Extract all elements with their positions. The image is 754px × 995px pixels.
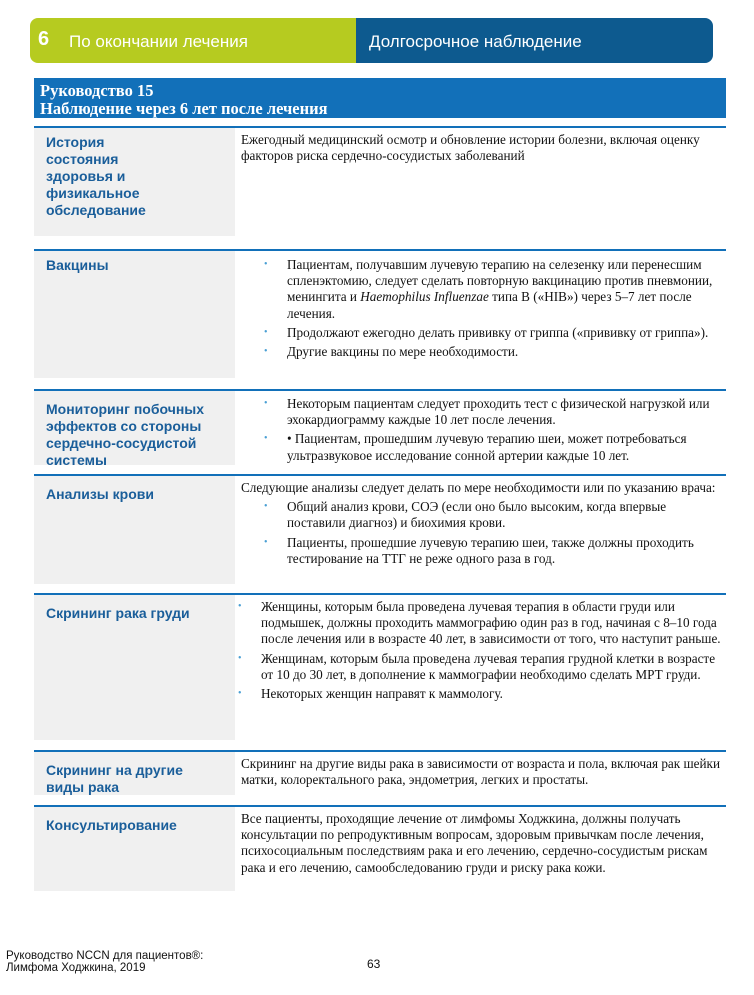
guide-title: Наблюдение через 6 лет после лечения <box>40 99 328 118</box>
section-other-screening <box>34 750 726 795</box>
list-item <box>238 599 721 648</box>
list-item-italic: Haemophilus Influenzae <box>360 289 489 305</box>
list-item <box>241 535 721 567</box>
section-content <box>238 599 721 705</box>
bullet-icon: • <box>238 652 242 664</box>
guide-title-box <box>34 78 726 118</box>
page-number: 63 <box>367 957 381 971</box>
list-item <box>238 650 721 683</box>
section-content <box>241 756 721 788</box>
bullet-icon: • <box>264 346 268 358</box>
section-label: Анализы крови <box>46 486 154 502</box>
section-vaccines <box>34 249 726 378</box>
list-item <box>241 396 721 428</box>
list-item-text-part: Пациентам, получавшим лучевую терапию на селезенку или перенесшим спленэктомию, следует сделать повторную вакцинацию против пневмонии, менингита и <box>287 257 713 305</box>
chapter-header <box>30 18 713 63</box>
bullet-list <box>241 499 721 567</box>
chapter-title: По окончании лечения <box>69 32 248 51</box>
guide-number: Руководство 15 <box>40 81 154 100</box>
list-item <box>241 344 721 360</box>
section-content <box>241 396 721 467</box>
section-breast-screening <box>34 593 726 740</box>
section-label: Скрининг рака груди <box>46 605 190 621</box>
list-item <box>238 686 721 702</box>
list-item-text: Некоторых женщин направят к маммологу. <box>261 686 503 702</box>
list-item-text: Женщины, которым была проведена лучевая терапия в области груди или подмышек, должны проходить маммографию один раз в год, начиная с 8–10 года после лечения или в возрасте 40 лет, в зависимости от того, что наступит раньше. <box>261 599 721 647</box>
section-content <box>241 132 721 164</box>
list-item <box>241 431 721 463</box>
bullet-icon: • <box>264 326 268 338</box>
list-item <box>241 499 721 531</box>
section-blood-tests <box>34 474 726 584</box>
section-label-box <box>34 128 235 236</box>
section-tab <box>356 18 713 63</box>
list-item <box>241 325 721 341</box>
list-item-text <box>287 257 721 322</box>
section-content <box>241 811 721 876</box>
section-label: История состояния здоровья и физикальное обследование <box>46 134 146 218</box>
list-item-text: • Пациентам, прошедшим лучевую терапию шеи, может потребоваться ультразвуковое исследование сонной артерии каждые 10 лет. <box>287 431 687 463</box>
bullet-icon: • <box>264 501 268 513</box>
bullet-list <box>241 257 721 360</box>
chapter-tab <box>30 18 356 63</box>
section-text: Ежегодный медицинский осмотр и обновление истории болезни, включая оценку факторов риска сердечно-сосудистых заболеваний <box>241 132 700 164</box>
section-label-box <box>34 476 235 584</box>
list-item-text: Женщинам, которым была проведена лучевая терапия грудной клетки в возрасте от 10 до 30 лет, в дополнение к маммографии необходимо сделать МРТ груди. <box>261 650 716 682</box>
section-intro: Следующие анализы следует делать по мере необходимости или по указанию врача: <box>241 480 716 495</box>
section-text: Все пациенты, проходящие лечение от лимфомы Ходжкина, должны получать консультации по репродуктивным вопросам, здоровым привычкам после лечения, психосоциальным последствиям рака и его лечению, сердечно-сосудистым рискам рака и его лечению, самообследованию груди и риску рака кожи. <box>241 811 708 875</box>
section-label: Вакцины <box>46 257 109 273</box>
section-text: Скрининг на другие виды рака в зависимости от возраста и пола, включая рак шейки матки, колоректального рака, эндометрия, легких и простаты. <box>241 756 720 788</box>
bullet-icon: • <box>264 433 268 445</box>
section-label: Мониторинг побочных эффектов со стороны сердечно-сосудистой системы <box>46 401 205 468</box>
section-label: Консультирование <box>46 817 177 833</box>
bullet-icon: • <box>264 398 268 409</box>
bullet-list <box>241 396 721 464</box>
section-counseling <box>34 805 726 891</box>
section-history <box>34 126 726 236</box>
section-content <box>241 480 721 570</box>
section-content <box>241 257 721 363</box>
section-title: Долгосрочное наблюдение <box>369 32 582 51</box>
bullet-list <box>238 599 721 702</box>
bullet-icon: • <box>238 688 242 700</box>
list-item-text: Пациенты, прошедшие лучевую терапию шеи, также должны проходить тестирование на ТТГ не реже одного раза в год. <box>287 534 694 566</box>
footer-line: Руководство NCCN для пациентов®: <box>6 950 204 962</box>
bullet-icon: • <box>264 259 268 270</box>
section-label: Скрининг на другие виды рака <box>46 762 183 795</box>
bullet-icon: • <box>264 536 268 548</box>
section-label-box <box>34 807 235 891</box>
section-label-box <box>34 752 235 795</box>
chapter-number: 6 <box>38 28 50 50</box>
section-label-box <box>34 391 235 468</box>
list-item-text: Некоторым пациентам следует проходить тест с физической нагрузкой или эхокардиограмму каждые 10 лет после лечения. <box>287 396 710 428</box>
bullet-icon: • <box>238 601 242 612</box>
list-item-text: Продолжают ежегодно делать прививку от гриппа («прививку от гриппа»). <box>287 324 709 340</box>
section-label-box <box>34 595 235 740</box>
list-item-text: Другие вакцины по мере необходимости. <box>287 344 519 360</box>
section-label-box <box>34 251 235 378</box>
list-item-text-part: типа В («HIB») через 5–7 лет после лечения. <box>287 289 692 321</box>
list-item <box>241 257 721 322</box>
list-item-text: Общий анализ крови, СОЭ (если оно было высоким, когда впервые поставили диагноз) и биохимия крови. <box>287 499 667 531</box>
footer-line: Лимфома Ходжкина, 2019 <box>6 962 146 974</box>
footer-source <box>6 950 203 974</box>
section-cardio <box>34 389 726 468</box>
